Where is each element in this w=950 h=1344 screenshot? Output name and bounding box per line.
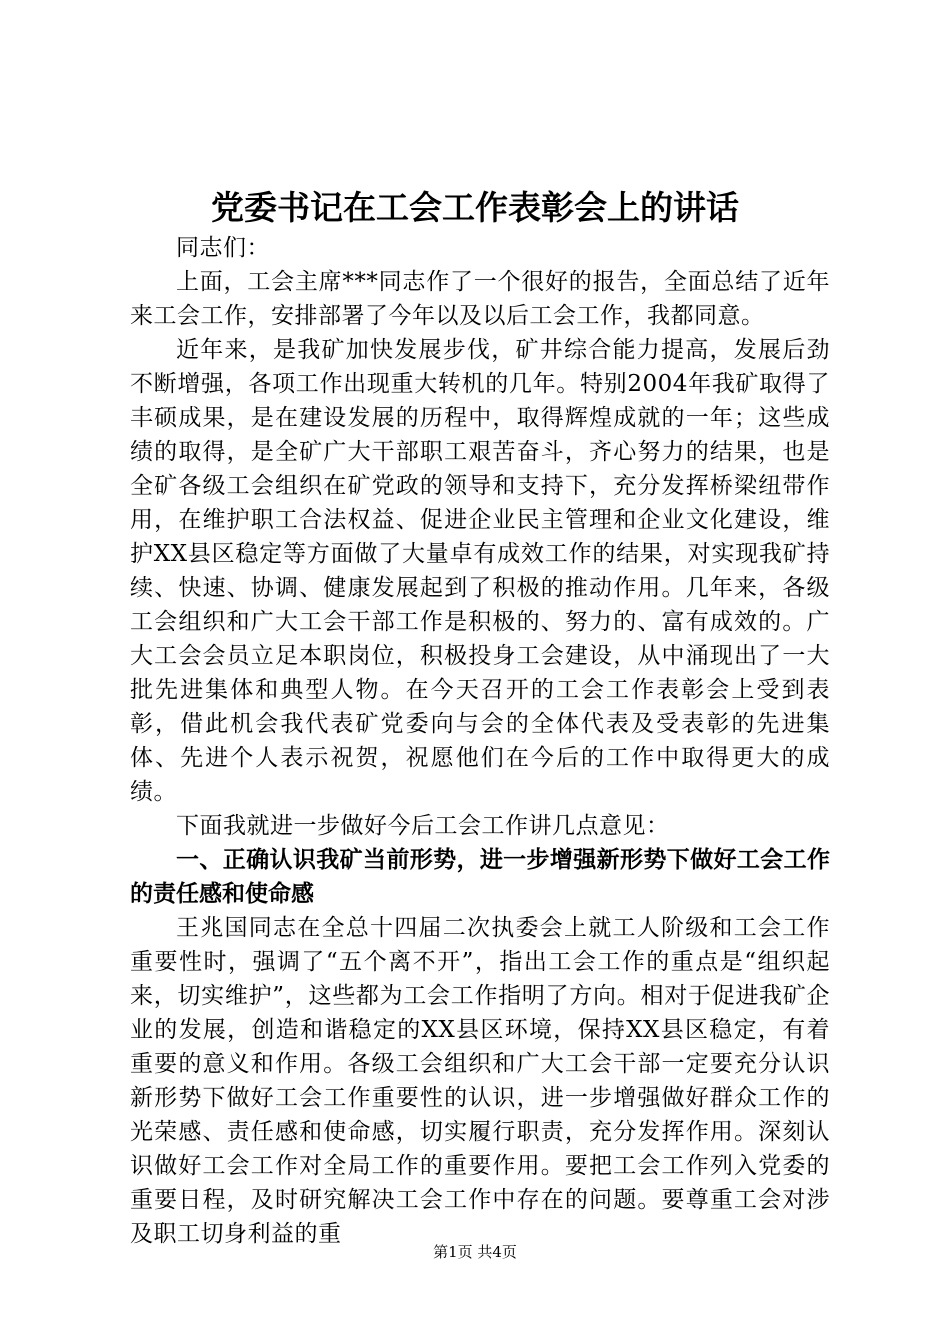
body-paragraph: 上面，工会主席***同志作了一个很好的报告，全面总结了近年来工会工作，安排部署了今年以及以后工会工作，我都同意。 (130, 269, 830, 329)
greeting-paragraph: 同志们： (176, 235, 270, 261)
section-heading: 一、正确认识我矿当前形势，进一步增强新形势下做好工会工作的责任感和使命感 (130, 847, 830, 907)
section-paragraph: 王兆国同志在全总十四届二次执委会上就工人阶级和工会工作重要性时，强调了“五个离不开”，指出工会工作的重点是“组织起来，切实维护”，这些都为工会工作指明了方向。相对于促进我矿企业的发展，创造和谐稳定的XX县区环境，保持XX县区稳定，有着重要的意义和作用。各级工会组织和广大工会干部一定要充分认识新形势下做好工会工作重要性的认识，进一步增强做好群众工作的光荣感、责任感和使命感，切实履行职责，充分发挥作用。深刻认识做好工会工作对全局工作的重要作用。要把工会工作列入党委的重要日程，及时研究解决工会工作中存在的问题。要尊重工会对涉及职工切身利益的重 (130, 915, 830, 1247)
page-number-footer: 第1页 共4页 (433, 1243, 517, 1261)
document-body (130, 231, 830, 1251)
document-title: 党委书记在工会工作表彰会上的讲话 (211, 188, 739, 227)
body-paragraph: 下面我就进一步做好今后工会工作讲几点意见： (176, 813, 670, 839)
body-paragraph: 近年来，是我矿加快发展步伐，矿井综合能力提高，发展后劲不断增强，各项工作出现重大转机的几年。特别2004年我矿取得了丰硕成果，是在建设发展的历程中，取得辉煌成就的一年；这些成绩的取得，是全矿广大干部职工艰苦奋斗，齐心努力的结果，也是全矿各级工会组织在矿党政的领导和支持下，充分发挥桥梁纽带作用，在维护职工合法权益、促进企业民主管理和企业文化建设，维护XX县区稳定等方面做了大量卓有成效工作的结果，对实现我矿持续、快速、协调、健康发展起到了积极的推动作用。几年来，各级工会组织和广大工会干部工作是积极的、努力的、富有成效的。广大工会会员立足本职岗位，积极投身工会建设，从中涌现出了一大批先进集体和典型人物。在今天召开的工会工作表彰会上受到表彰，借此机会我代表矿党委向与会的全体代表及受表彰的先进集体、先进个人表示祝贺，祝愿他们在今后的工作中取得更大的成绩。 (130, 337, 830, 805)
